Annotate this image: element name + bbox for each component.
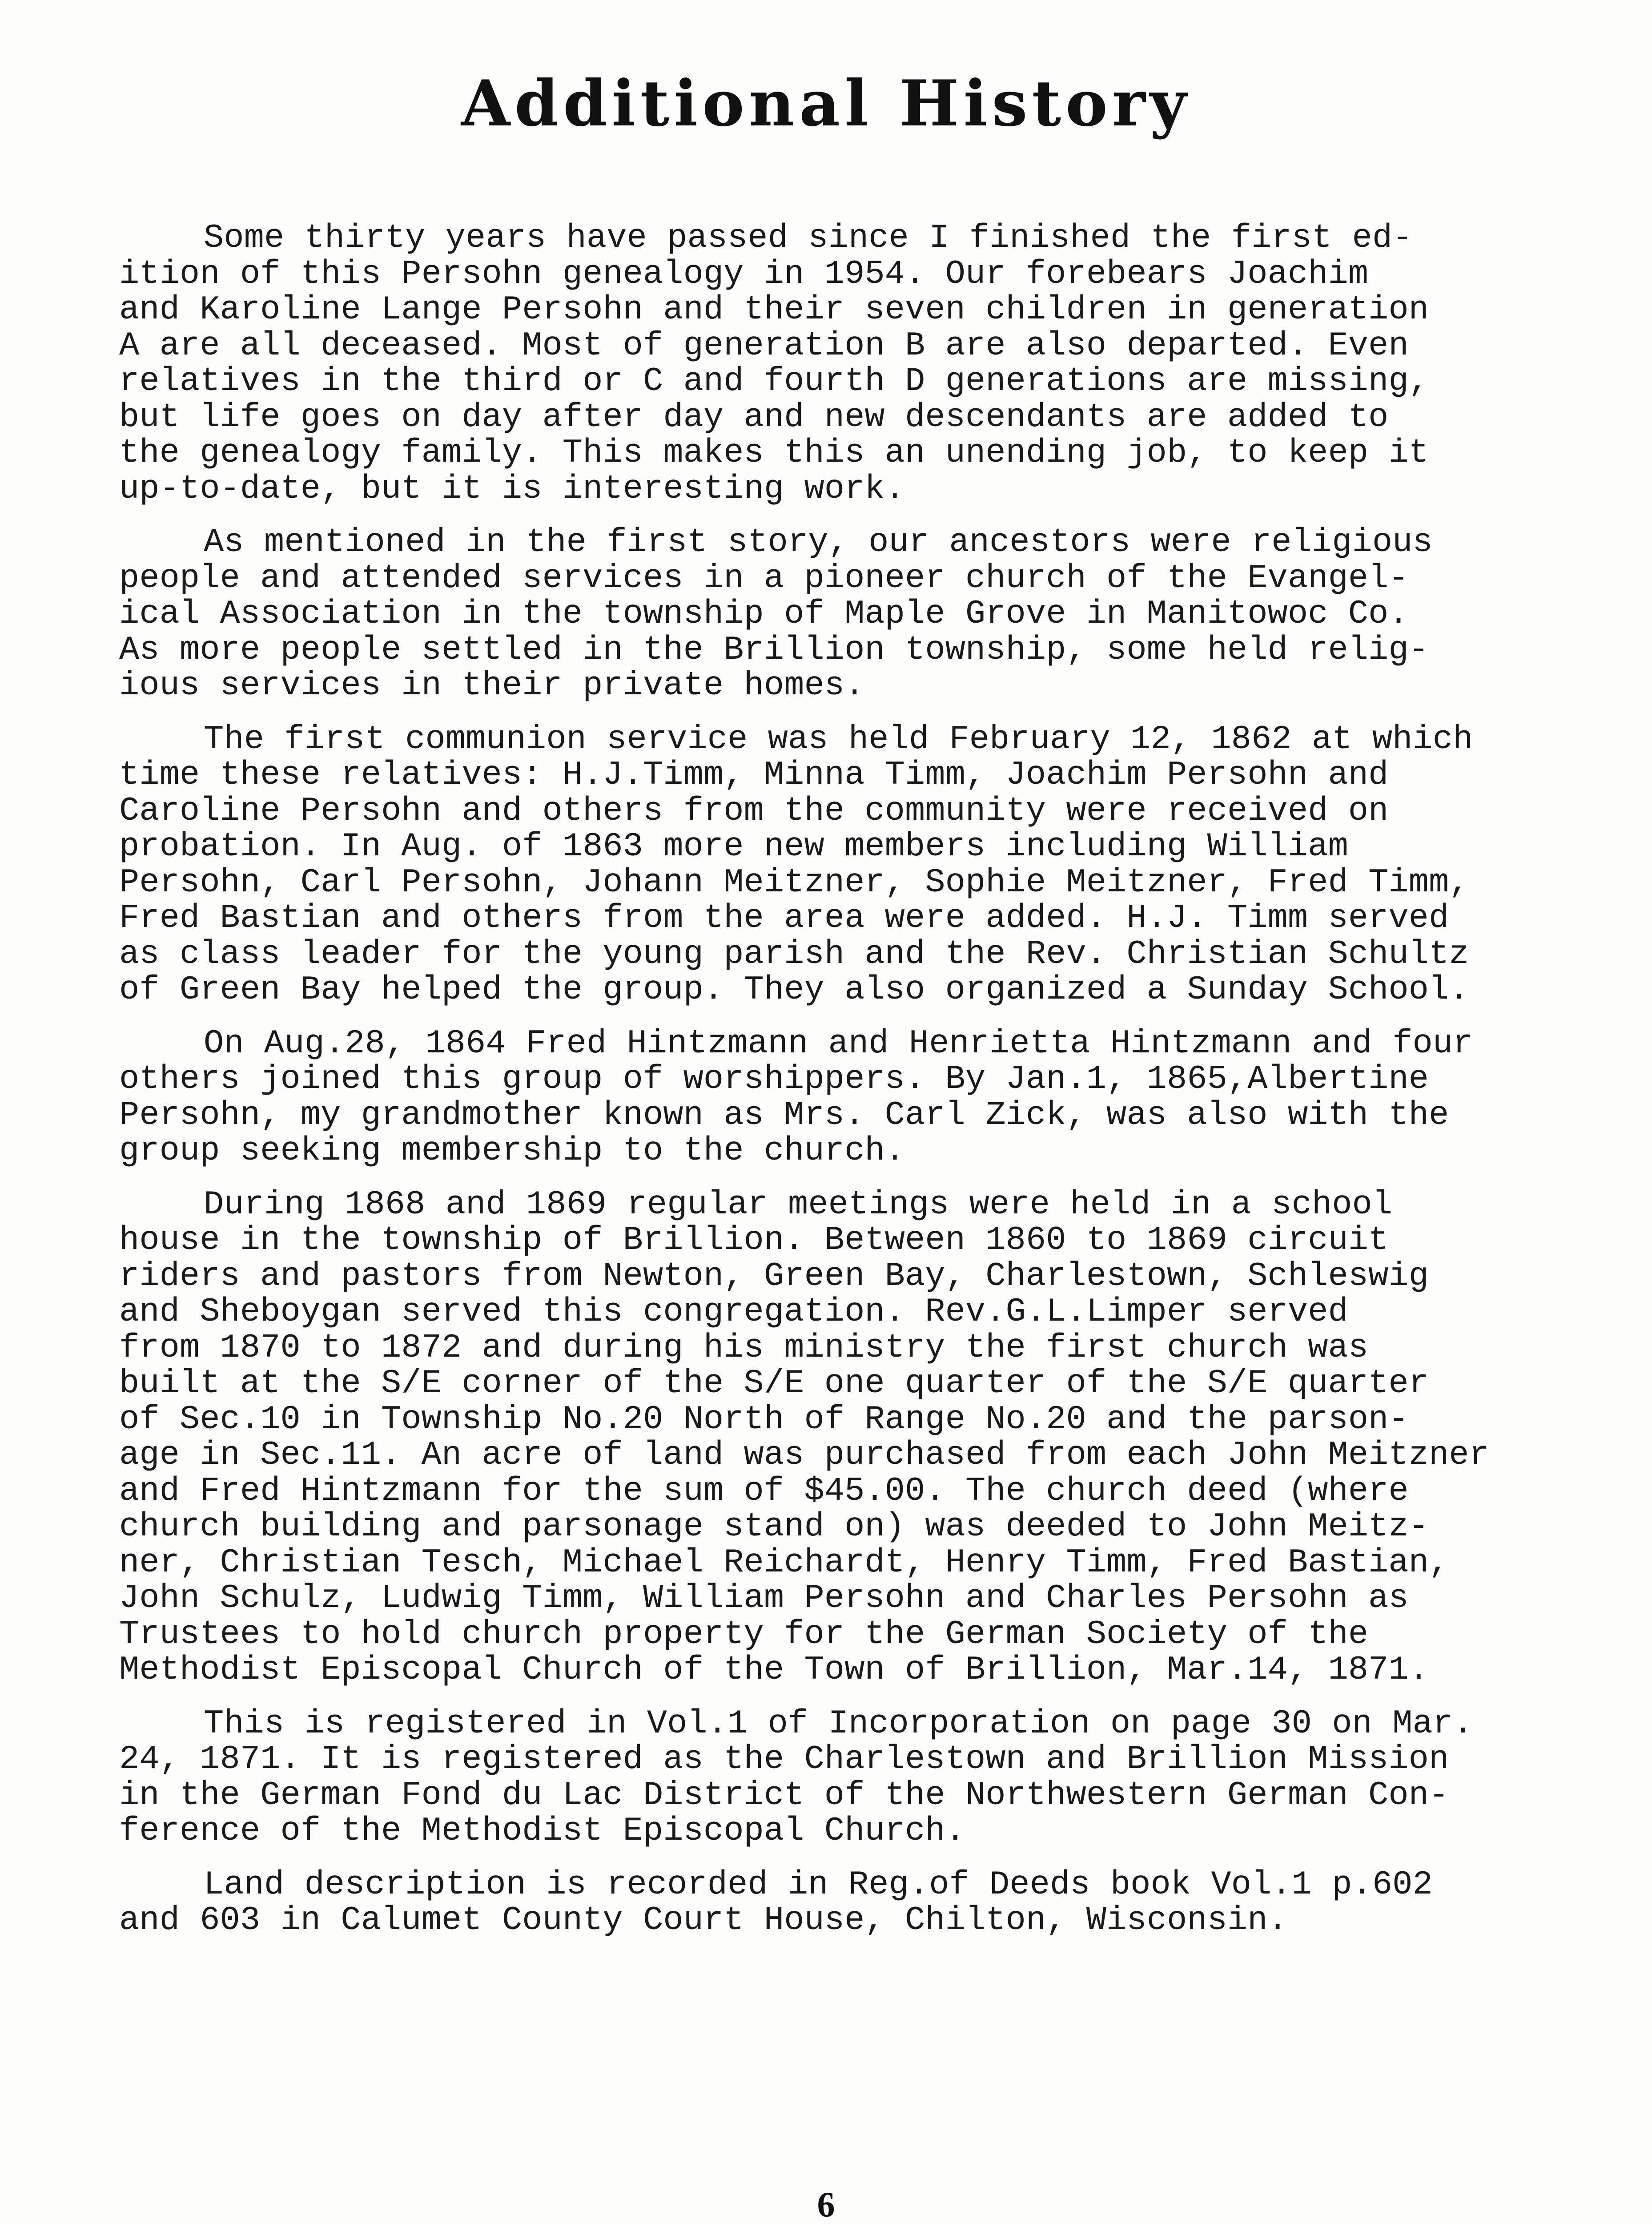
text-line: Trustees to hold church property for the German Society of the bbox=[119, 1615, 1369, 1653]
text-line: Land description is recorded in Reg.of Deeds book Vol.1 p.602 bbox=[204, 1865, 1433, 1904]
text-line: ner, Christian Tesch, Michael Reichardt, Henry Timm, Fred Bastian, bbox=[119, 1543, 1449, 1582]
text-line: On Aug.28, 1864 Fred Hintzmann and Henrietta Hintzmann and four bbox=[204, 1024, 1473, 1063]
text-line: riders and pastors from Newton, Green Bay, Charlestown, Schleswig bbox=[119, 1257, 1429, 1295]
body-text bbox=[119, 220, 1604, 1956]
text-line: probation. In Aug. of 1863 more new members including William bbox=[119, 827, 1348, 866]
text-line: house in the township of Brillion. Between 1860 to 1869 circuit bbox=[119, 1221, 1389, 1259]
text-line: ical Association in the township of Maple Grove in Manitowoc Co. bbox=[119, 595, 1409, 633]
text-line: ition of this Persohn genealogy in 1954. Our forebears Joachim bbox=[119, 254, 1369, 293]
text-line: others joined this group of worshippers. By Jan.1, 1865,Albertine bbox=[119, 1060, 1429, 1098]
text-line: people and attended services in a pioneer church of the Evangel- bbox=[119, 559, 1409, 597]
paragraph bbox=[119, 721, 1604, 1008]
text-line: Methodist Episcopal Church of the Town of Brillion, Mar.14, 1871. bbox=[119, 1651, 1429, 1689]
text-line: Fred Bastian and others from the area were added. H.J. Timm served bbox=[119, 899, 1449, 937]
text-line: During 1868 and 1869 regular meetings were held in a school bbox=[204, 1185, 1393, 1224]
paragraph bbox=[119, 524, 1604, 704]
text-line: and 603 in Calumet County Court House, Chilton, Wisconsin. bbox=[119, 1901, 1288, 1939]
text-line: time these relatives: H.J.Timm, Minna Timm, Joachim Persohn and bbox=[119, 756, 1389, 794]
text-line: As more people settled in the Brillion township, some held relig- bbox=[119, 630, 1429, 669]
text-line: of Sec.10 in Township No.20 North of Range No.20 and the parson- bbox=[119, 1400, 1409, 1438]
text-line: up-to-date, but it is interesting work. bbox=[119, 469, 905, 508]
paragraph bbox=[119, 1867, 1604, 1938]
text-line: 24, 1871. It is registered as the Charlestown and Brillion Mission bbox=[119, 1740, 1449, 1778]
text-line: age in Sec.11. An acre of land was purchased from each John Meitzner bbox=[119, 1436, 1489, 1474]
text-line: as class leader for the young parish and the Rev. Christian Schultz bbox=[119, 935, 1469, 973]
text-line: of Green Bay helped the group. They also organized a Sunday School. bbox=[119, 971, 1469, 1009]
paragraph bbox=[119, 1706, 1604, 1849]
text-line: John Schulz, Ludwig Timm, William Persohn and Charles Persohn as bbox=[119, 1579, 1409, 1617]
paragraph bbox=[119, 220, 1604, 507]
text-line: Persohn, my grandmother known as Mrs. Carl Zick, was also with the bbox=[119, 1096, 1449, 1134]
text-line: The first communion service was held February 12, 1862 at which bbox=[204, 720, 1473, 758]
paragraph bbox=[119, 1026, 1604, 1169]
text-line: As mentioned in the first story, our ancestors were religious bbox=[204, 523, 1433, 561]
text-line: the genealogy family. This makes this an unending job, to keep it bbox=[119, 434, 1429, 472]
paragraph bbox=[119, 1187, 1604, 1688]
text-line: group seeking membership to the church. bbox=[119, 1132, 905, 1170]
text-line: from 1870 to 1872 and during his ministry the first church was bbox=[119, 1328, 1369, 1367]
text-line: This is registered in Vol.1 of Incorporation on page 30 on Mar. bbox=[204, 1704, 1473, 1743]
text-line: built at the S/E corner of the S/E one quarter of the S/E quarter bbox=[119, 1364, 1429, 1402]
text-line: ference of the Methodist Episcopal Church. bbox=[119, 1812, 965, 1850]
text-line: relatives in the third or C and fourth D generations are missing, bbox=[119, 362, 1429, 400]
text-line: but life goes on day after day and new descendants are added to bbox=[119, 398, 1389, 436]
text-line: A are all deceased. Most of generation B are also departed. Even bbox=[119, 326, 1409, 365]
text-line: and Sheboygan served this congregation. Rev.G.L.Limper served bbox=[119, 1293, 1348, 1331]
page-title: Additional History bbox=[461, 67, 1191, 141]
text-line: in the German Fond du Lac District of the Northwestern German Con- bbox=[119, 1776, 1449, 1814]
page-number: 6 bbox=[817, 2185, 835, 2224]
text-line: Some thirty years have passed since I finished the first ed- bbox=[204, 219, 1413, 257]
text-line: and Karoline Lange Persohn and their seven children in generation bbox=[119, 290, 1429, 329]
text-line: Persohn, Carl Persohn, Johann Meitzner, Sophie Meitzner, Fred Timm, bbox=[119, 863, 1469, 902]
text-line: ious services in their private homes. bbox=[119, 666, 865, 705]
text-line: and Fred Hintzmann for the sum of $45.00. The church deed (where bbox=[119, 1471, 1409, 1510]
text-line: church building and parsonage stand on) was deeded to John Meitz- bbox=[119, 1507, 1429, 1546]
text-line: Caroline Persohn and others from the community were received on bbox=[119, 791, 1389, 830]
